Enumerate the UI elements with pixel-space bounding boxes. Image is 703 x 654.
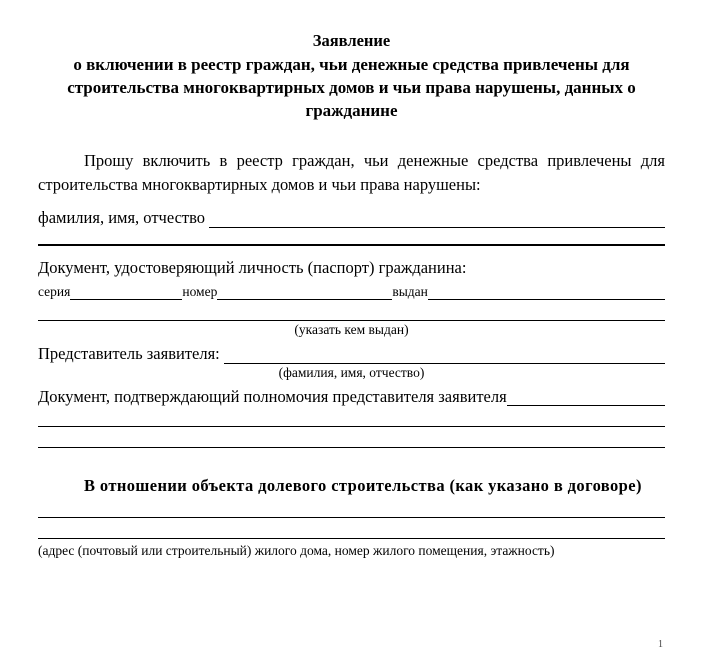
document-title-block [38,30,665,123]
section-divider [38,244,665,246]
number-label: номер [182,283,218,299]
object-address-input-line-1[interactable] [38,501,665,518]
representative-row [38,344,665,364]
object-address-input-line-2[interactable] [38,522,665,539]
issued-input-line[interactable] [428,285,665,300]
issued-by-input-line[interactable] [38,304,665,321]
intro-text: Прошу включить в реестр граждан, чьи денежные средства привлечены для строительства многоквартирных домов и чьи права нарушены: [38,151,665,194]
identity-doc-row [38,258,665,278]
fio-input-line[interactable] [209,213,665,228]
number-input-line[interactable] [217,285,392,300]
issued-by-caption: (указать кем выдан) [294,321,409,337]
object-section-heading-text: В отношении объекта долевого строительства (как указано в договоре) [84,476,642,496]
representative-label: Представитель заявителя: [38,343,220,363]
authority-doc-input-line-2[interactable] [38,410,665,427]
authority-doc-row [38,387,665,407]
page-number: 1 [658,639,663,650]
fio-field-row [38,208,665,228]
address-caption: (адрес (почтовый или строительный) жилого дома, номер жилого помещения, этажность) [38,543,555,559]
page-subtitle: о включении в реестр граждан, чьи денежные средства привлечены для строительства многоквартирных домов и чьи права нарушены, данных о гражданине [67,55,636,121]
fio-label: фамилия, имя, отчество [38,207,206,227]
authority-doc-input-line-1[interactable] [507,391,665,406]
representative-input-line[interactable] [224,349,665,364]
series-input-line[interactable] [70,285,182,300]
page-title: Заявление [312,31,391,50]
authority-doc-input-line-3[interactable] [38,431,665,448]
intro-paragraph [38,149,665,196]
passport-details-row [38,284,665,300]
identity-doc-label: Документ, удостоверяющий личность (паспорт) гражданина: [38,257,467,277]
issued-label: выдан [392,283,428,299]
authority-doc-label: Документ, подтверждающий полномочия представителя заявителя [38,386,507,406]
object-section-heading [38,474,665,497]
series-label: серия [38,283,71,299]
representative-caption: (фамилия, имя, отчество) [278,364,425,380]
